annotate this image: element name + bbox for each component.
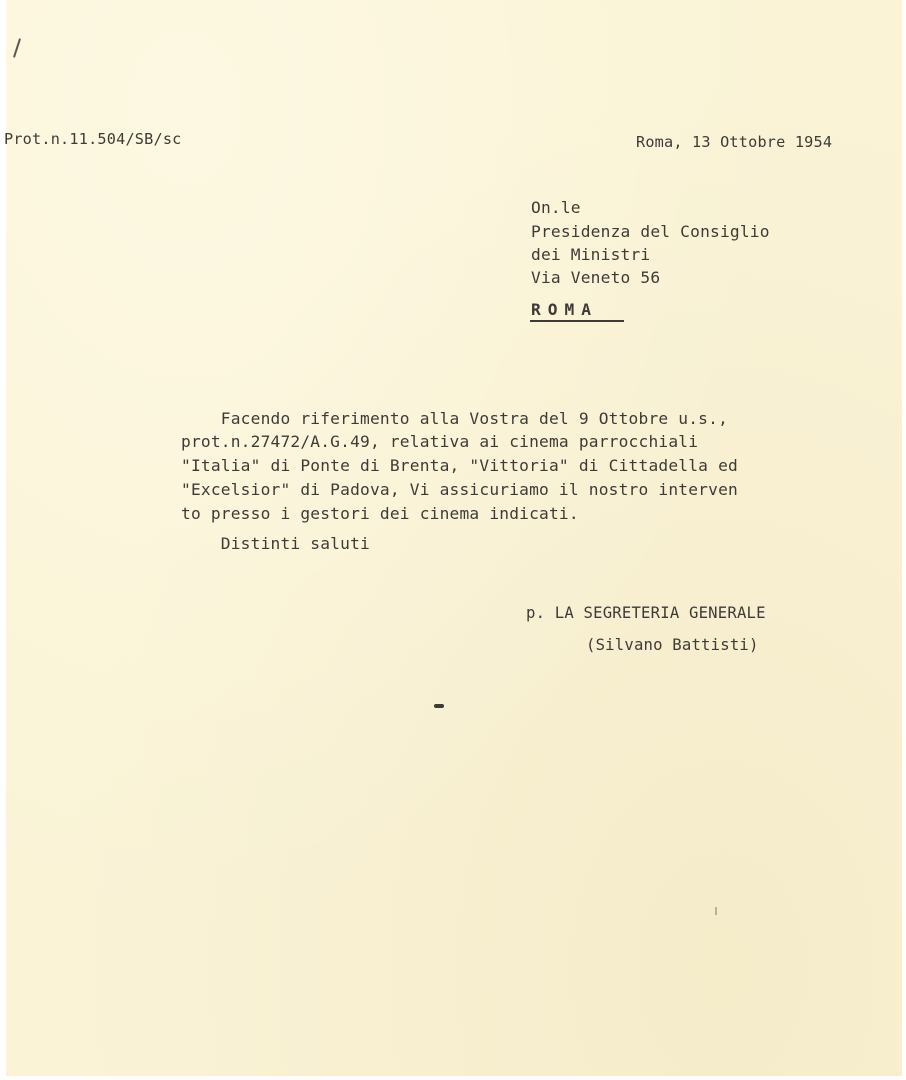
recipient-name: Presidenza del Consiglio [531, 222, 770, 241]
body-line-3: "Italia" di Ponte di Brenta, "Vittoria" di Cittadella ed [181, 456, 738, 475]
recipient-street: Via Veneto 56 [531, 268, 661, 287]
ink-smudge [434, 704, 444, 708]
protocol-number: Prot.n.11.504/SB/sc [4, 130, 182, 148]
recipient-name-cont: dei Ministri [531, 245, 651, 264]
letter-date: Roma, 13 Ottobre 1954 [636, 133, 833, 151]
signature-office: p. LA SEGRETERIA GENERALE [526, 604, 766, 622]
closing-greeting: Distinti saluti [181, 534, 370, 553]
city-underline [530, 320, 624, 322]
body-line-4: "Excelsior" di Padova, Vi assicuriamo il nostro interven [181, 480, 738, 499]
body-line-5: to presso i gestori dei cinema indicati. [181, 504, 579, 523]
body-line-2: prot.n.27472/A.G.49, relativa ai cinema parrocchiali [181, 432, 699, 451]
body-line-1: Facendo riferimento alla Vostra del 9 Ottobre u.s., [181, 409, 729, 428]
pen-tick-mark [13, 38, 21, 58]
recipient-city: ROMA [531, 300, 598, 319]
recipient-title: On.le [531, 198, 581, 217]
letter-page [6, 0, 902, 1076]
paper-mark [715, 907, 717, 915]
signature-name: (Silvano Battisti) [586, 636, 759, 654]
